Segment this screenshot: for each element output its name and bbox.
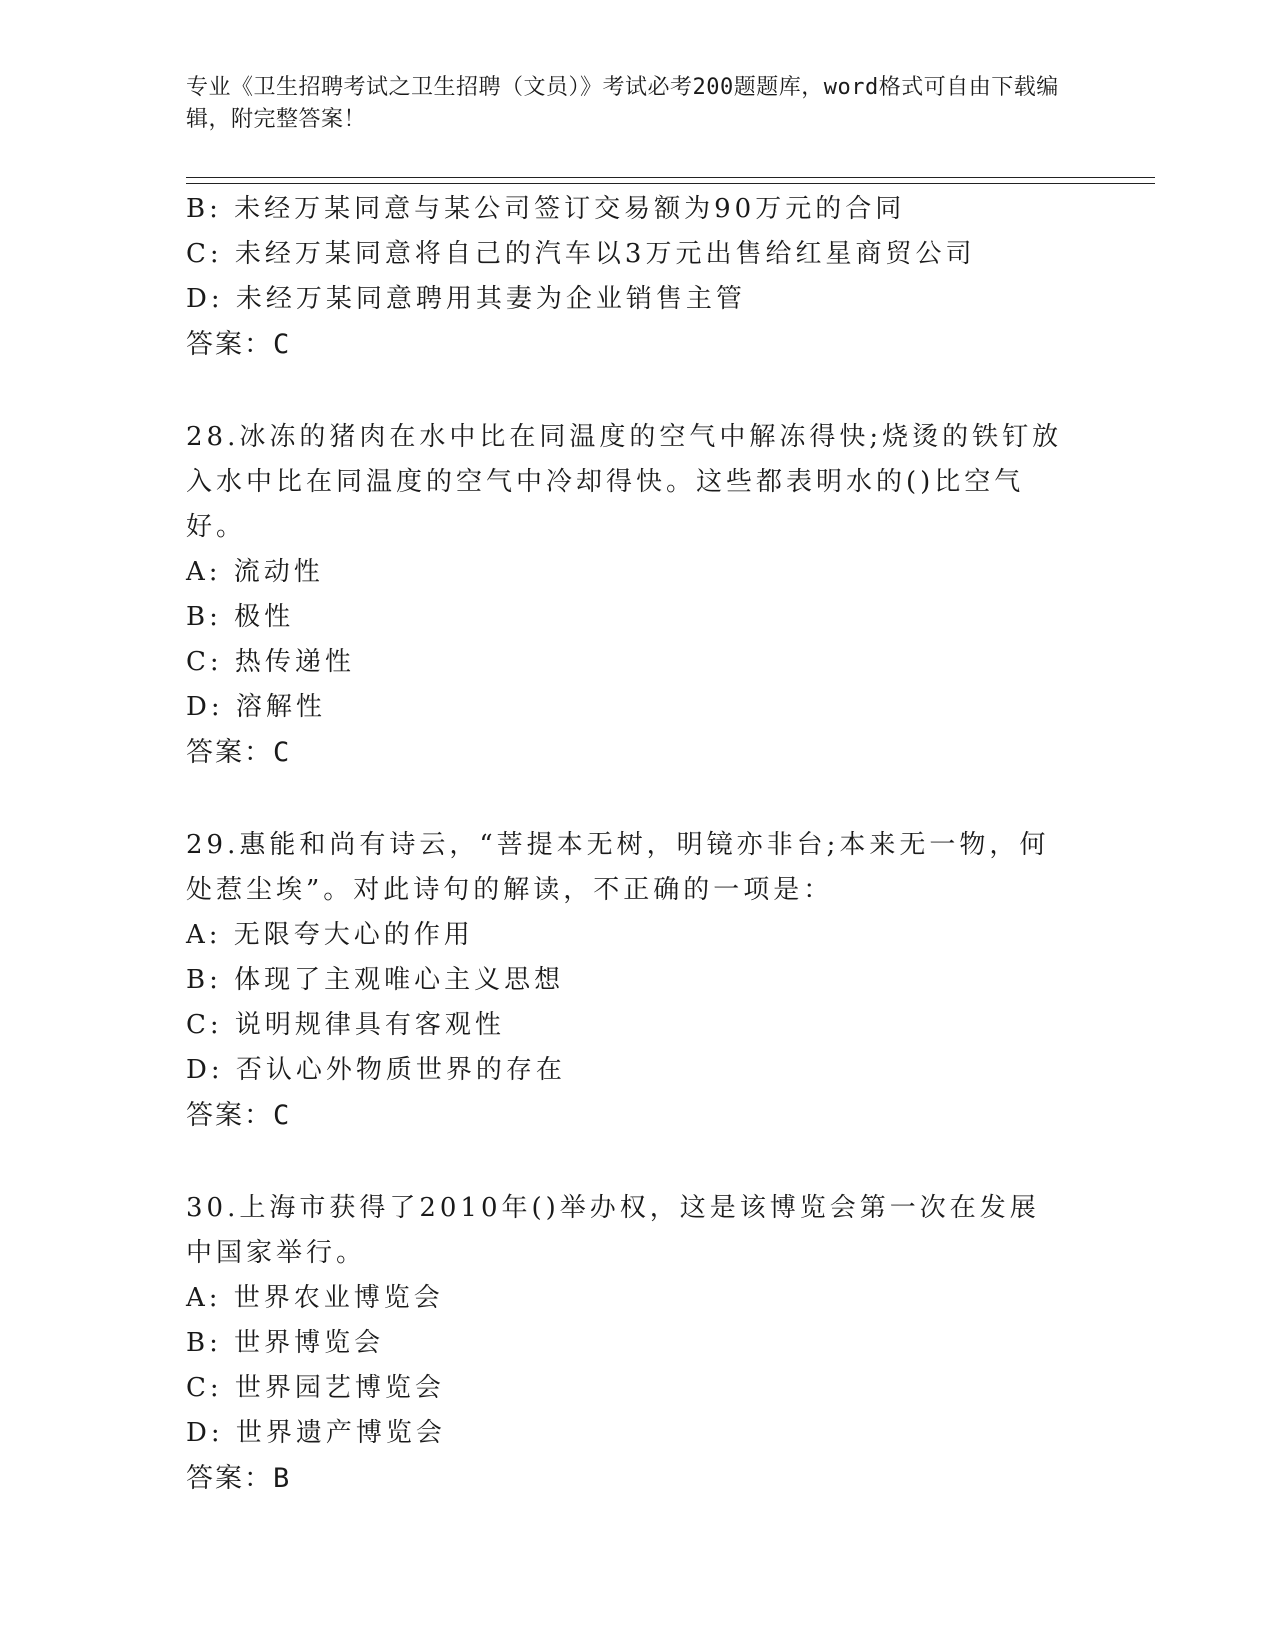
answer: 答案：C bbox=[186, 737, 292, 768]
option-d: D: 否认心外物质世界的存在 bbox=[186, 1055, 566, 1085]
option-b: B: 未经万某同意与某公司签订交易额为90万元的合同 bbox=[186, 194, 906, 224]
option-c: C: 未经万某同意将自己的汽车以3万元出售给红星商贸公司 bbox=[186, 239, 976, 269]
option-c: C: 热传递性 bbox=[186, 647, 355, 677]
option-d: D: 未经万某同意聘用其妻为企业销售主管 bbox=[186, 284, 746, 314]
answer: 答案：C bbox=[186, 1100, 292, 1131]
option-b: B: 体现了主观唯心主义思想 bbox=[186, 965, 565, 995]
option-d: D: 世界遗产博览会 bbox=[186, 1418, 446, 1448]
answer: 答案：B bbox=[186, 1463, 292, 1494]
question-28 bbox=[186, 415, 1066, 775]
option-c: C: 说明规律具有客观性 bbox=[186, 1010, 505, 1040]
document-body bbox=[186, 187, 1066, 1501]
spacer bbox=[186, 367, 1066, 415]
option-a: A: 无限夸大心的作用 bbox=[186, 920, 474, 950]
option-a: A: 世界农业博览会 bbox=[186, 1283, 444, 1313]
question-stem: 28.冰冻的猪肉在水中比在同温度的空气中解冻得快;烧烫的铁钉放入水中比在同温度的空气中冷却得快。这些都表明水的()比空气好。 bbox=[186, 422, 1063, 542]
header-divider-top bbox=[186, 177, 1155, 178]
answer: 答案：C bbox=[186, 329, 292, 360]
spacer bbox=[186, 1138, 1066, 1186]
option-a: A: 流动性 bbox=[186, 557, 324, 587]
option-b: B: 世界博览会 bbox=[186, 1328, 385, 1358]
document-header: 专业《卫生招聘考试之卫生招聘（文员）》考试必考200题题库，word格式可自由下载编辑，附完整答案！ bbox=[186, 75, 1059, 132]
question-29 bbox=[186, 823, 1066, 1138]
spacer bbox=[186, 775, 1066, 823]
partial-question bbox=[186, 187, 1066, 367]
option-c: C: 世界园艺博览会 bbox=[186, 1373, 445, 1403]
question-30 bbox=[186, 1186, 1066, 1501]
header-divider-bottom bbox=[186, 183, 1155, 184]
question-stem: 30.上海市获得了2010年()举办权，这是该博览会第一次在发展中国家举行。 bbox=[186, 1193, 1040, 1268]
option-d: D: 溶解性 bbox=[186, 692, 326, 722]
question-stem: 29.惠能和尚有诗云，“菩提本无树，明镜亦非台;本来无一物，何处惹尘埃”。对此诗句的解读，不正确的一项是： bbox=[186, 830, 1050, 905]
option-b: B: 极性 bbox=[186, 602, 295, 632]
